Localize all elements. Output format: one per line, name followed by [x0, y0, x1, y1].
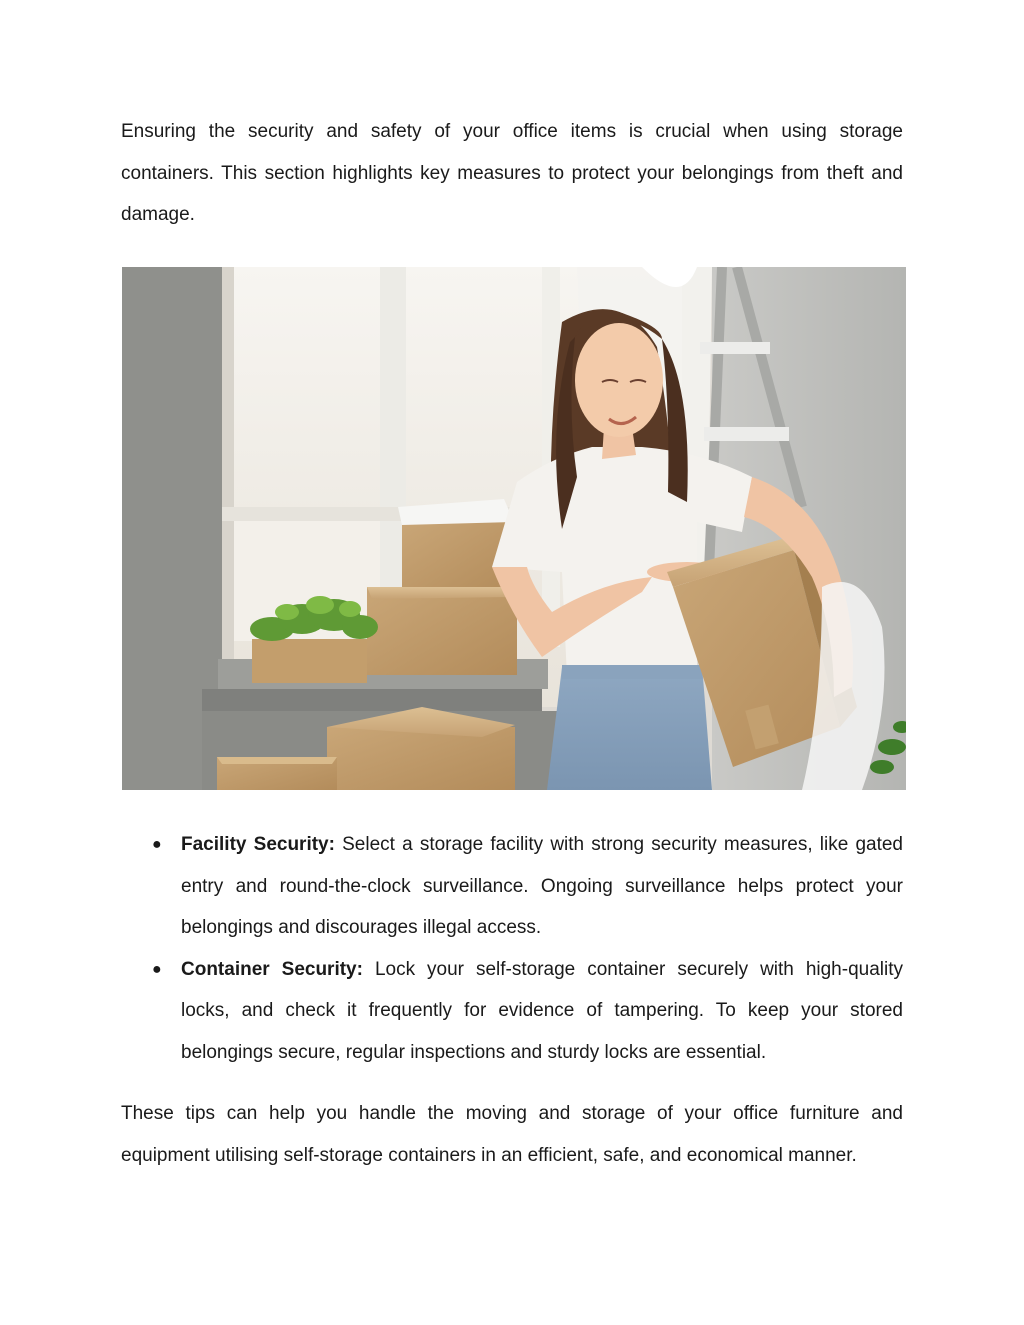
bullet-term: Container Security:: [181, 958, 363, 980]
bullet-term: Facility Security:: [181, 834, 335, 855]
list-item-container-security: [121, 949, 903, 1074]
moving-boxes-photo: [122, 267, 906, 790]
security-tips-list: [121, 824, 903, 1073]
bullet-text: Select a storage facility with strong security measures, like gated entry and round-the-clock surveillance. Ongoing surveillance helps protect your belongings and discourages illegal access.: [181, 834, 903, 938]
list-item-facility-security: [121, 824, 903, 949]
bullet-icon: ●: [152, 960, 162, 978]
bullet-icon: ●: [152, 836, 162, 853]
intro-paragraph: Ensuring the security and safety of your office items is crucial when using storage containers. This section highlights key measures to protect your belongings from theft and damage.: [121, 121, 903, 225]
closing-paragraph: These tips can help you handle the moving and storage of your office furniture and equipment utilising self-storage containers in an efficient, safe, and economical manner.: [121, 1103, 903, 1166]
bullet-text: Lock your self-storage container securely with high-quality locks, and check it frequently for evidence of tampering. To keep your stored belongings secure, regular inspections and sturdy locks are essential.: [181, 958, 904, 1063]
